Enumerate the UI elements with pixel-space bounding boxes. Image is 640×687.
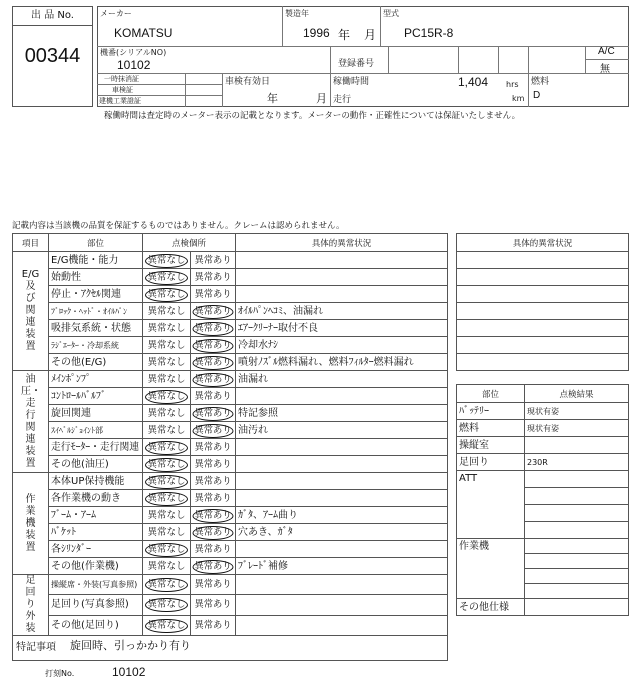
status-ok	[143, 405, 191, 422]
status-ok-label: 異常なし	[147, 356, 186, 368]
status-ng-label: 異常あり	[194, 271, 232, 283]
results-value: 現状有姿	[525, 420, 629, 437]
part-name: その他(油圧)	[49, 456, 143, 473]
cert-label-3: 建機工業證証	[99, 97, 141, 105]
part-name: E/G機能・能力	[49, 252, 143, 269]
detail	[236, 575, 448, 595]
status-ok	[143, 320, 191, 337]
part-name: 停止・ｱｸｾﾙ関連	[49, 286, 143, 303]
status-ok-label: 異常なし	[147, 305, 186, 317]
status-ng	[191, 575, 236, 595]
part-name: 各ｼﾘﾝﾀﾞｰ	[49, 541, 143, 558]
hours-label: 稼働時間	[333, 77, 370, 87]
results-row	[457, 403, 629, 420]
status-ok-label: 異常なし	[147, 599, 186, 611]
status-ok	[143, 337, 191, 354]
status-ok-label: 異常なし	[147, 288, 186, 300]
inspection-table	[12, 233, 448, 636]
table-row	[13, 558, 448, 575]
table-row	[13, 524, 448, 541]
status-ok-label: 異常なし	[147, 373, 186, 385]
status-ng-label: 異常あり	[194, 373, 232, 385]
status-ng	[191, 320, 236, 337]
group-label: E/G及び関連装置	[13, 252, 49, 371]
status-ng-label: 異常あり	[194, 288, 232, 300]
part-name: 足回り(写真参照)	[49, 595, 143, 615]
status-ok-label: 異常なし	[147, 407, 186, 419]
table-row	[13, 252, 448, 269]
table-header	[13, 234, 448, 252]
status-ok	[143, 575, 191, 595]
table-row	[13, 456, 448, 473]
detail	[236, 595, 448, 615]
detail	[236, 439, 448, 456]
detail: 穴あき、ｶﾞﾀ	[236, 524, 448, 541]
table-row	[13, 388, 448, 405]
status-ok-label: 異常なし	[147, 339, 186, 351]
detail	[236, 269, 448, 286]
month-unit: 月	[364, 28, 377, 42]
lot-number-box	[12, 6, 93, 107]
status-ng-label: 異常あり	[194, 509, 232, 521]
header-check: 点検個所	[143, 234, 236, 252]
detail	[236, 541, 448, 558]
status-ng-label: 異常あり	[194, 424, 232, 436]
status-ok	[143, 456, 191, 473]
part-name: ﾒｲﾝﾎﾟﾝﾌﾟ	[49, 371, 143, 388]
part-name: その他(作業機)	[49, 558, 143, 575]
part-name: ｺﾝﾄﾛｰﾙﾊﾞﾙﾌﾞ	[49, 388, 143, 405]
status-ng	[191, 422, 236, 439]
group-label: 足回り外装	[13, 575, 49, 636]
status-ok-label: 異常なし	[147, 579, 186, 591]
status-ng	[191, 615, 236, 635]
status-ng-label: 異常あり	[194, 458, 232, 470]
results-row	[457, 420, 629, 437]
results-att: ATT	[457, 471, 525, 539]
status-ng-label: 異常あり	[194, 305, 232, 317]
status-ng	[191, 541, 236, 558]
results-row	[457, 454, 629, 471]
results-row	[457, 437, 629, 454]
status-ng	[191, 456, 236, 473]
status-ok-label: 異常なし	[147, 543, 186, 555]
serial-label: 機番(シリアルNO)	[100, 48, 167, 57]
table-row	[13, 303, 448, 320]
status-ok	[143, 439, 191, 456]
part-name: ﾊﾞｹｯﾄ	[49, 524, 143, 541]
detail: ｵｲﾙﾊﾟﾝﾍｺﾐ、油漏れ	[236, 303, 448, 320]
status-ng-label: 異常あり	[194, 339, 232, 351]
status-ng	[191, 252, 236, 269]
header-item: 項目	[13, 234, 49, 252]
status-ok-label: 異常なし	[147, 271, 186, 283]
status-ng-label: 異常あり	[194, 579, 232, 591]
part-name: ﾌﾞﾛｯｸ・ﾍｯﾄﾞ・ｵｲﾙﾊﾟﾝ	[49, 303, 143, 320]
status-ok	[143, 541, 191, 558]
serial-value: 10102	[117, 58, 151, 72]
status-ng	[191, 439, 236, 456]
status-ok	[143, 286, 191, 303]
status-ng-label: 異常あり	[194, 492, 232, 504]
part-name: 各作業機の動き	[49, 490, 143, 507]
status-ng	[191, 490, 236, 507]
status-ok-label: 異常なし	[147, 619, 186, 631]
remarks-box	[12, 636, 448, 661]
status-ng	[191, 286, 236, 303]
cert-label-2: 車検証	[112, 86, 133, 94]
results-table	[456, 384, 629, 616]
right-detail-header: 具体的異常状況	[457, 234, 629, 252]
year-unit: 年	[338, 28, 351, 42]
detail: 冷却水ﾅｼ	[236, 337, 448, 354]
status-ok-label: 異常なし	[147, 254, 186, 266]
detail	[236, 286, 448, 303]
table-row	[13, 320, 448, 337]
ac-value: 無	[600, 64, 610, 75]
status-ok	[143, 558, 191, 575]
ac-label: A/C	[598, 46, 615, 57]
group-label: 作業機装置	[13, 473, 49, 575]
status-ok	[143, 615, 191, 635]
travel-unit: km	[512, 94, 525, 103]
status-ok-label: 異常なし	[147, 560, 186, 572]
status-ok-label: 異常なし	[147, 322, 186, 334]
detail	[236, 388, 448, 405]
model-label: 型式	[383, 9, 399, 18]
table-row	[13, 473, 448, 490]
status-ok	[143, 524, 191, 541]
results-value	[525, 437, 629, 454]
status-ng-label: 異常あり	[194, 619, 232, 631]
status-ng	[191, 388, 236, 405]
hours-notice: 稼働時間は査定時のメーター表示の記載となります。メーターの動作・正確性については保証いたしません。	[104, 111, 521, 121]
detail	[236, 252, 448, 269]
status-ng	[191, 303, 236, 320]
status-ng	[191, 558, 236, 575]
status-ng-label: 異常あり	[194, 441, 232, 453]
table-row	[13, 615, 448, 635]
results-work: 作業機	[457, 539, 525, 599]
maker-value: KOMATSU	[114, 26, 173, 40]
status-ng-label: 異常あり	[194, 322, 232, 334]
table-row	[13, 422, 448, 439]
status-ng	[191, 371, 236, 388]
status-ok	[143, 422, 191, 439]
detail: ｴｱｰｸﾘｰﾅｰ取付不良	[236, 320, 448, 337]
status-ok-label: 異常なし	[147, 424, 186, 436]
table-row	[13, 541, 448, 558]
status-ng	[191, 354, 236, 371]
detail-table-right	[456, 233, 629, 371]
status-ok-label: 異常なし	[147, 475, 186, 487]
status-ng-label: 異常あり	[194, 254, 232, 266]
hours-value: 1,404	[458, 75, 489, 89]
part-name: 始動性	[49, 269, 143, 286]
table-row	[13, 490, 448, 507]
header-part: 部位	[49, 234, 143, 252]
detail	[236, 456, 448, 473]
remarks-text: 旋回時、引っかかり有り	[70, 639, 191, 652]
results-header-part: 部位	[457, 385, 525, 403]
detail	[236, 615, 448, 635]
status-ok	[143, 507, 191, 524]
status-ok-label: 異常なし	[147, 458, 186, 470]
detail: 油汚れ	[236, 422, 448, 439]
status-ng-label: 異常あり	[194, 407, 232, 419]
status-ok	[143, 490, 191, 507]
part-name: 吸排気系統・状態	[49, 320, 143, 337]
travel-label: 走行	[333, 95, 352, 105]
status-ng-label: 異常あり	[194, 526, 232, 538]
table-row	[13, 595, 448, 615]
year-label: 製造年	[285, 9, 309, 18]
part-name: ﾌﾞｰﾑ・ｱｰﾑ	[49, 507, 143, 524]
table-row	[13, 575, 448, 595]
status-ok	[143, 354, 191, 371]
status-ng	[191, 269, 236, 286]
maker-label: メーカー	[100, 9, 132, 18]
detail	[236, 473, 448, 490]
part-name: ﾗｼﾞｴｰﾀｰ・冷却系統	[49, 337, 143, 354]
status-ok	[143, 303, 191, 320]
status-ok	[143, 388, 191, 405]
inspection-section	[12, 233, 448, 687]
status-ok-label: 異常なし	[147, 390, 186, 402]
part-name: その他(足回り)	[49, 615, 143, 635]
fuel-label: 燃料	[531, 77, 550, 87]
cert-label-1: 一時抹消証	[104, 75, 139, 83]
results-part: 操縦室	[457, 437, 525, 454]
table-row	[13, 507, 448, 524]
results-part: 足回り	[457, 454, 525, 471]
status-ng	[191, 524, 236, 541]
header-detail: 具体的異常状況	[236, 234, 448, 252]
registration-label: 登録番号	[338, 59, 375, 69]
status-ok-label: 異常なし	[147, 492, 186, 504]
results-header-result: 点検結果	[525, 385, 629, 403]
part-name: 本体UP保持機能	[49, 473, 143, 490]
stamp-label: 打刻No.	[45, 669, 75, 678]
results-value: 230R	[525, 454, 629, 471]
table-row	[13, 371, 448, 388]
detail: 噴射ﾉｽﾞﾙ燃料漏れ、燃料ﾌｨﾙﾀｰ燃料漏れ	[236, 354, 448, 371]
detail: ﾌﾞﾚｰﾄﾞ補修	[236, 558, 448, 575]
part-name: 操縦席・外装(写真参照)	[49, 575, 143, 595]
status-ng-label: 異常あり	[194, 390, 232, 402]
status-ng-label: 異常あり	[194, 560, 232, 572]
quality-notice: 記載内容は当該機の品質を保証するものではありません。クレームは認められません。	[12, 221, 345, 231]
status-ok	[143, 252, 191, 269]
year-value: 1996	[303, 26, 330, 40]
status-ok	[143, 473, 191, 490]
status-ng	[191, 337, 236, 354]
status-ok	[143, 595, 191, 615]
detail: ｶﾞﾀ、ｱｰﾑ曲り	[236, 507, 448, 524]
table-row	[13, 354, 448, 371]
group-label: 油圧・走行関連装置	[13, 371, 49, 473]
status-ng	[191, 473, 236, 490]
status-ng	[191, 405, 236, 422]
table-row	[13, 405, 448, 422]
status-ng-label: 異常あり	[194, 356, 232, 368]
status-ok-label: 異常なし	[147, 509, 186, 521]
inspection-month-unit: 月	[316, 93, 327, 105]
lot-number-label: 出 品 No.	[13, 7, 92, 26]
table-row	[13, 337, 448, 354]
stamp-line	[12, 665, 448, 687]
status-ng-label: 異常あり	[194, 543, 232, 555]
part-name: ｽｲﾍﾞﾙｼﾞｮｲﾝﾄ部	[49, 422, 143, 439]
table-row	[13, 439, 448, 456]
status-ok	[143, 371, 191, 388]
lot-number: 00344	[24, 45, 81, 67]
status-ng	[191, 595, 236, 615]
inspection-year-unit: 年	[267, 93, 278, 105]
status-ng-label: 異常あり	[194, 475, 232, 487]
detail: 油漏れ	[236, 371, 448, 388]
status-ng-label: 異常あり	[194, 599, 232, 611]
results-part: 燃料	[457, 420, 525, 437]
table-row	[13, 286, 448, 303]
status-ng	[191, 507, 236, 524]
detail	[236, 490, 448, 507]
inspection-label: 車検有効日	[225, 77, 271, 87]
results-part: ﾊﾞｯﾃﾘｰ	[457, 403, 525, 420]
part-name: 走行ﾓｰﾀｰ・走行関連	[49, 439, 143, 456]
part-name: その他(E/G)	[49, 354, 143, 371]
results-other: その他仕様	[457, 599, 525, 616]
table-row	[13, 269, 448, 286]
part-name: 旋回関連	[49, 405, 143, 422]
model-value: PC15R-8	[404, 26, 454, 40]
results-value: 現状有姿	[525, 403, 629, 420]
fuel-value: D	[533, 90, 541, 101]
status-ok	[143, 269, 191, 286]
detail: 特記参照	[236, 405, 448, 422]
status-ok-label: 異常なし	[147, 526, 186, 538]
remarks-label: 特記事項	[16, 642, 56, 653]
hours-unit: hrs	[506, 80, 519, 89]
stamp-value: 10102	[112, 665, 146, 679]
status-ok-label: 異常なし	[147, 441, 186, 453]
